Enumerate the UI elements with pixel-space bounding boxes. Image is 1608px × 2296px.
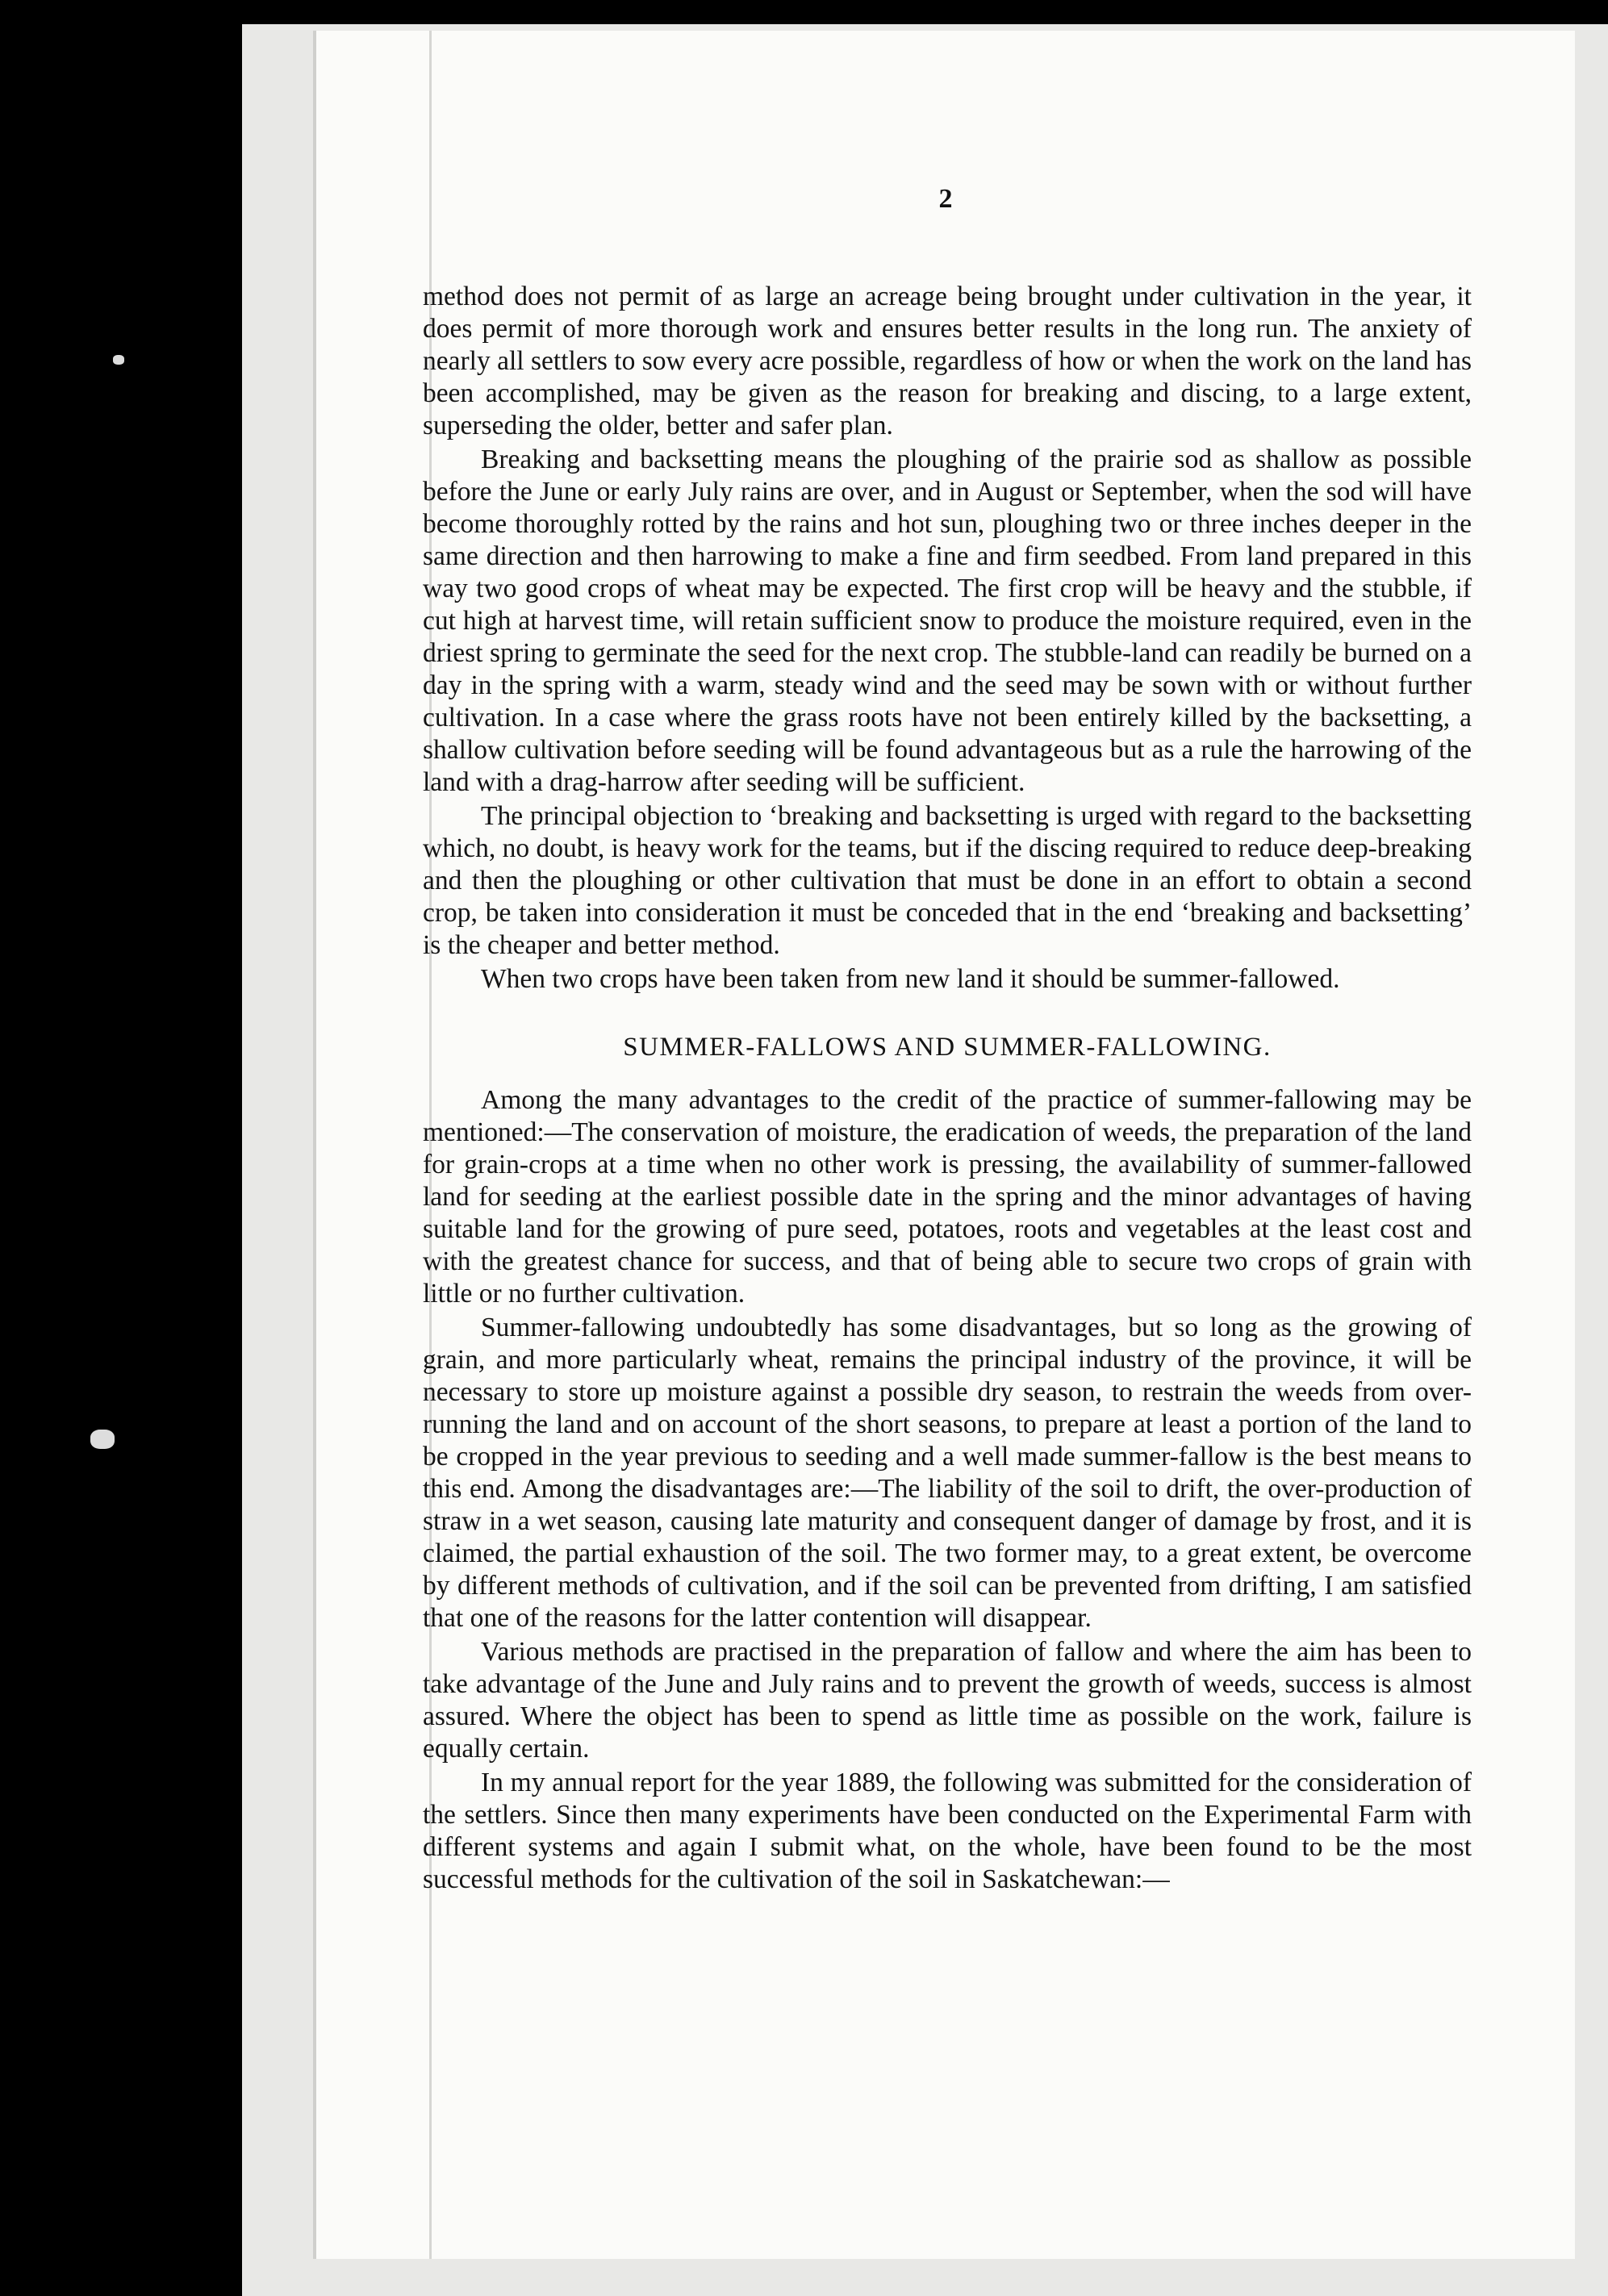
paragraph: In my annual report for the year 1889, the following was submitted for the consideration of the settlers. Since then many experiments have been conducted on the Experimental Farm with different systems and again I submit what, on the whole, have been found to be the most successful methods for the cultivation of the soil in Saskatchewan:—	[423, 1768, 1472, 1894]
body-text	[423, 281, 1472, 1896]
paragraph: Summer-fallowing undoubtedly has some disadvantages, but so long as the growing of grain, and more particularly wheat, remains the principal industry of the province, it will be necessary to store up moisture against a possible dry season, to restrain the weeds from over-running the land and on account of the short seasons, to prepare at least a portion of the land to be cropped in the year previous to seeding and a well made summer-fallow is the best means to this end. Among the disadvantages are:—The liability of the soil to drift, the over-production of straw in a wet season, causing late maturity and consequent danger of damage by frost, and it is claimed, the partial exhaustion of the soil. The two former may, to a great extent, be overcome by different methods of cultivation, and if the soil can be prevented from drifting, I am satisfied that one of the reasons for the latter contention will disappear.	[423, 1313, 1472, 1633]
scan-speck	[90, 1430, 115, 1449]
page-number: 2	[938, 184, 953, 214]
paragraph: Various methods are practised in the preparation of fallow and where the aim has been to take advantage of the June and July rains and to prevent the growth of weeds, success is almost assured. Where the object has been to spend as little time as possible on the work, failure is equally certain.	[423, 1637, 1472, 1764]
paragraph: Breaking and backsetting means the ploughing of the prairie sod as shallow as possible before the June or early July rains are over, and in August or September, when the sod will have become thoroughly rotted by the rains and hot sun, ploughing two or three inches deeper in the same direction and then harrowing to make a fine and firm seedbed. From land prepared in this way two good crops of wheat may be expected. The first crop will be heavy and the stubble, if cut high at harvest time, will retain sufficient snow to produce the moisture required, even in the driest spring to germinate the seed for the next crop. The stubble-land can readily be burned on a day in the spring with a warm, steady wind and the seed may be sown with or without further cultivation. In a case where the grass roots have not been entirely killed by the backsetting, a shallow cultivation before seeding will be found advantageous but as a rule the harrowing of the land with a drag-harrow after seeding will be sufficient.	[423, 445, 1472, 797]
paragraph: Among the many advantages to the credit of the practice of summer-fallowing may be mentioned:—The conservation of moisture, the eradication of weeds, the preparation of the land for grain-crops at a time when no other work is pressing, the availability of summer-fallowed land for seeding at the earliest possible date in the spring and the minor advantages of having suitable land for the growing of pure seed, potatoes, roots and vegetables at the least cost and with the greatest chance for success, and that of being able to secure two crops of grain with little or no further cultivation.	[423, 1085, 1472, 1309]
scan-speck	[113, 355, 124, 365]
paragraph: The principal objection to ‘breaking and backsetting is urged with regard to the backsetting which, no doubt, is heavy work for the teams, but if the discing required to reduce deep-breaking and then the ploughing or other cultivation that must be done in an effort to obtain a second crop, be taken into consideration it must be conceded that in the end ‘breaking and backsetting’ is the cheaper and better method.	[423, 801, 1472, 960]
paragraph: When two crops have been taken from new land it should be summer-fallowed.	[481, 964, 1340, 994]
section-heading: SUMMER-FALLOWS AND SUMMER-FALLOWING.	[623, 1033, 1272, 1062]
document-page	[313, 31, 1575, 2259]
paragraph: method does not permit of as large an acreage being brought under cultivation in the year, it does permit of more thorough work and ensures better results in the long run. The anxiety of nearly all settlers to sow every acre possible, regardless of how or when the work on the land has been accomplished, may be given as the reason for breaking and discing, to a large extent, superseding the older, better and safer plan.	[423, 282, 1472, 440]
